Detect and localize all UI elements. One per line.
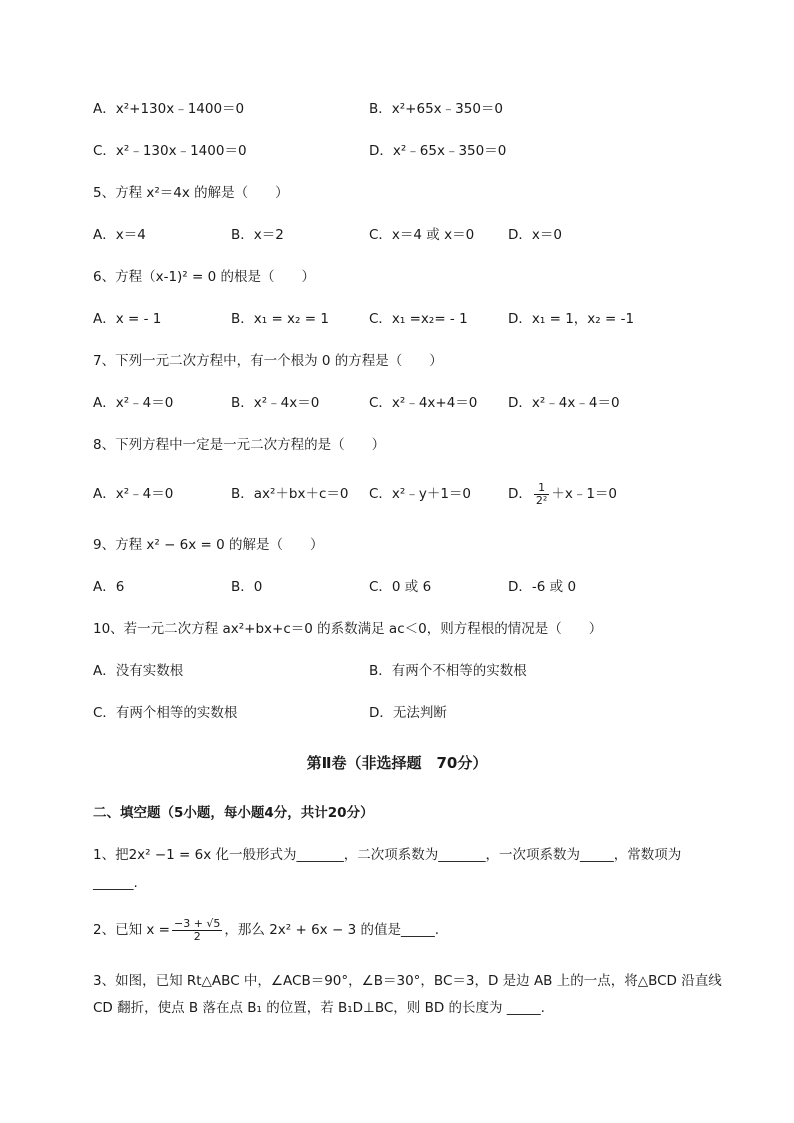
f2-line (93, 914, 439, 946)
f2-fraction (172, 918, 222, 943)
q10-stem: 10、若一元二次方程 ax²+bx+c＝0 的系数满足 ac＜0，则方程根的情况是（ ） (93, 621, 603, 637)
q6-option-b: B．x₁ = x₂ = 1 (231, 311, 329, 327)
q8-stem: 8、下列方程中一定是一元二次方程的是（ ） (93, 437, 386, 453)
q6-stem: 6、方程（x-1)² = 0 的根是（ ） (93, 269, 315, 285)
q7-option-b: B．x²﹣4x＝0 (231, 395, 320, 411)
q6-option-a: A．x = - 1 (93, 311, 162, 327)
f1-line2: ______. (93, 875, 138, 891)
q6-option-c: C．x₁ =x₂= - 1 (369, 311, 468, 327)
q8-option-d-numerator: 1 (534, 482, 549, 495)
q5-option-c: C．x＝4 或 x＝0 (369, 227, 475, 243)
f2-suffix: ，那么 2x² + 6x − 3 的值是_____. (224, 922, 439, 938)
q8-option-c: C．x²﹣y＋1＝0 (369, 486, 471, 502)
f3-line2: CD 翻折，使点 B 落在点 B₁ 的位置，若 B₁D⊥BC，则 BD 的长度为 _____. (93, 1000, 545, 1016)
q10-option-c: C．有两个相等的实数根 (93, 705, 238, 721)
q4-option-c: C．x²﹣130x﹣1400＝0 (93, 143, 247, 159)
part2-title: 二、填空题（5小题，每小题4分，共计20分） (93, 805, 374, 821)
q10-option-a: A．没有实数根 (93, 663, 184, 679)
q9-option-d: D．-6 或 0 (508, 579, 577, 595)
q4-option-b: B．x²+65x﹣350＝0 (369, 101, 503, 117)
q4-option-d: D．x²﹣65x﹣350＝0 (369, 143, 507, 159)
q8-option-a: A．x²﹣4＝0 (93, 486, 174, 502)
q8-option-d-suffix: ＋x﹣1＝0 (551, 486, 617, 502)
q6-option-d: D．x₁ = 1，x₂ = -1 (508, 311, 635, 327)
f2-prefix: 2、已知 x = (93, 922, 170, 938)
f1-line1: 1、把2x² −1 = 6x 化一般形式为_______，二次项系数为_______，一次项系数为_____，常数项为 (93, 847, 682, 863)
q7-option-d: D．x²﹣4x﹣4＝0 (508, 395, 620, 411)
section-title: 第Ⅱ卷（非选择题 70分） (306, 754, 488, 772)
q5-option-b: B．x＝2 (231, 227, 284, 243)
q8-option-d (508, 478, 617, 510)
f2-numerator: −3 + √5 (173, 916, 221, 930)
q9-stem: 9、方程 x² − 6x = 0 的解是（ ） (93, 537, 324, 553)
q5-stem: 5、方程 x²＝4x 的解是（ ） (93, 185, 289, 201)
q5-option-d: D．x＝0 (508, 227, 562, 243)
q10-option-b: B．有两个不相等的实数根 (369, 663, 527, 679)
q9-option-a: A．6 (93, 579, 125, 595)
f3-line1: 3、如图，已知 Rt△ABC 中，∠ACB＝90°，∠B＝30°，BC＝3，D 是边 AB 上的一点，将△BCD 沿直线 (93, 973, 722, 989)
q5-option-a: A．x＝4 (93, 227, 146, 243)
q9-option-c: C．0 或 6 (369, 579, 432, 595)
q8-option-b: B．ax²＋bx＋c＝0 (231, 486, 349, 502)
q10-option-d: D．无法判断 (369, 705, 447, 721)
q8-option-d-denominator: 2² (535, 493, 548, 507)
q4-option-a: A．x²+130x﹣1400＝0 (93, 101, 245, 117)
f2-denominator: 2 (193, 929, 201, 943)
q7-stem: 7、下列一元二次方程中，有一个根为 0 的方程是（ ） (93, 353, 443, 369)
q8-option-d-fraction (534, 482, 549, 507)
q7-option-a: A．x²﹣4＝0 (93, 395, 174, 411)
q9-option-b: B．0 (231, 579, 263, 595)
q8-option-d-prefix: D． (508, 486, 532, 502)
q7-option-c: C．x²﹣4x+4＝0 (369, 395, 478, 411)
